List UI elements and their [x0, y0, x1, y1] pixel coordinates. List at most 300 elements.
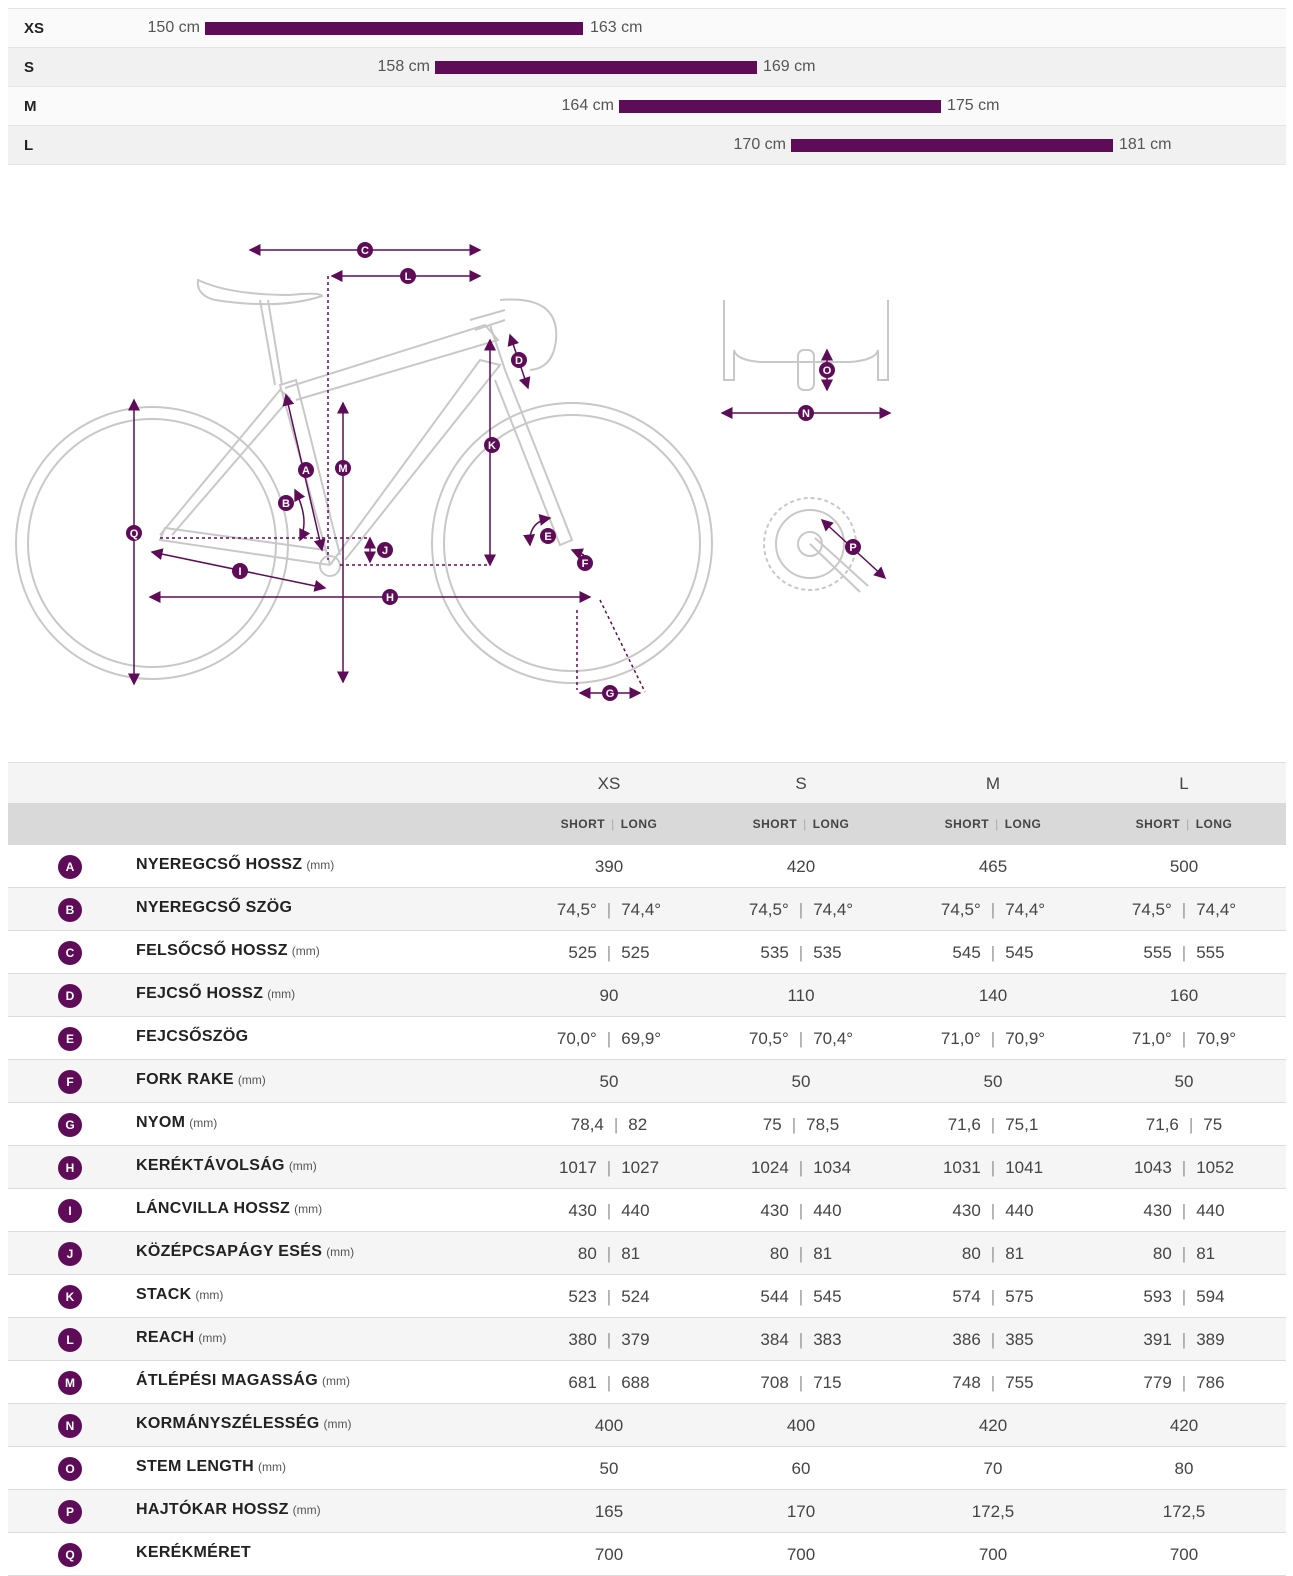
letter-badge: H — [58, 1156, 82, 1180]
value-separator: | — [606, 1287, 612, 1306]
measurement-label: FORK RAKE — [136, 1071, 234, 1088]
svg-text:K: K — [488, 440, 496, 452]
short-value: 391 — [1143, 1330, 1172, 1349]
svg-text:G: G — [605, 688, 615, 700]
value-cell — [514, 1545, 704, 1565]
diagram-badge-m — [335, 460, 351, 476]
short-value: 574 — [952, 1287, 981, 1306]
measurement-name — [136, 1028, 252, 1046]
value-cell — [706, 1502, 896, 1522]
short-value: 71,0° — [940, 1029, 981, 1048]
short-value: 75 — [762, 1115, 782, 1134]
long-value: 1052 — [1196, 1158, 1235, 1177]
letter-badge: N — [58, 1414, 82, 1438]
value: 50 — [983, 1072, 1003, 1091]
value-cell — [706, 1287, 896, 1307]
measurement-label: KÖZÉPCSAPÁGY ESÉS — [136, 1243, 323, 1260]
svg-text:F: F — [581, 558, 589, 570]
measurement-name — [136, 1157, 317, 1175]
value-separator: | — [613, 1115, 619, 1134]
long-value: 524 — [621, 1287, 650, 1306]
letter-badge: G — [58, 1113, 82, 1137]
long-value: 379 — [621, 1330, 650, 1349]
value-cell — [1089, 1459, 1279, 1479]
value-separator: | — [1181, 1330, 1187, 1349]
value: 420 — [786, 857, 816, 876]
size-header: XS — [597, 774, 621, 793]
value-separator: | — [606, 900, 612, 919]
long-value: 82 — [628, 1115, 648, 1134]
value-separator: | — [606, 1029, 612, 1048]
diagram-badge-f — [577, 555, 593, 571]
measurement-label: STEM LENGTH — [136, 1458, 254, 1475]
value-cell — [706, 1201, 896, 1221]
long-value: 715 — [813, 1373, 842, 1392]
table-row — [8, 931, 1286, 974]
value-cell — [514, 1029, 704, 1049]
long-value: 555 — [1196, 943, 1225, 962]
value-separator: | — [798, 1201, 804, 1220]
value-separator: | — [1181, 1029, 1187, 1048]
table-row — [8, 1060, 1286, 1103]
value-separator: | — [1181, 943, 1187, 962]
value: 160 — [1169, 986, 1199, 1005]
value-separator: | — [798, 1244, 804, 1263]
measurement-label: FEJCSŐ HOSSZ — [136, 985, 264, 1002]
value-cell — [514, 1330, 704, 1350]
measurement-name — [136, 1415, 351, 1433]
short-value: 681 — [568, 1373, 597, 1392]
value: 80 — [1174, 1459, 1194, 1478]
short-value: 71,6 — [1145, 1115, 1179, 1134]
measurement-unit: (mm) — [291, 944, 320, 958]
size-label: L — [24, 137, 34, 154]
long-value: 440 — [813, 1201, 842, 1220]
value: 400 — [786, 1416, 816, 1435]
range-min: 158 cm — [377, 58, 430, 75]
value-cell — [514, 1502, 704, 1522]
value-cell — [706, 900, 896, 920]
long-label: LONG — [1195, 817, 1233, 831]
diagram-badge-g — [602, 685, 618, 701]
long-value: 525 — [621, 943, 650, 962]
value: 400 — [594, 1416, 624, 1435]
bike-outline — [16, 280, 712, 683]
value-cell — [706, 1029, 896, 1049]
value: 50 — [599, 1072, 619, 1091]
short-value: 71,0° — [1131, 1029, 1172, 1048]
table-row — [8, 1318, 1286, 1361]
value-cell — [514, 1072, 704, 1092]
measurement-name — [136, 856, 334, 874]
long-label: LONG — [1004, 817, 1042, 831]
size-range-row-s — [8, 47, 1286, 86]
range-bar — [791, 139, 1113, 152]
value-cell — [514, 1287, 704, 1307]
value-cell — [706, 943, 896, 963]
short-value: 593 — [1143, 1287, 1172, 1306]
measurement-label: NYEREGCSŐ SZÖG — [136, 899, 293, 916]
value: 420 — [1169, 1416, 1199, 1435]
measurement-name — [136, 1243, 354, 1261]
short-value: 74,5° — [556, 900, 597, 919]
value-cell — [706, 1416, 896, 1436]
svg-text:L: L — [404, 271, 412, 283]
table-row — [8, 888, 1286, 931]
value-cell — [514, 1244, 704, 1264]
variant-header: SHORT | LONG — [1135, 817, 1233, 831]
letter-badge: B — [58, 898, 82, 922]
size-label: S — [24, 59, 35, 76]
measurement-unit: (mm) — [195, 1288, 224, 1302]
short-value: 384 — [760, 1330, 789, 1349]
measurement-name — [136, 1544, 255, 1562]
short-value: 748 — [952, 1373, 981, 1392]
short-value: 70,0° — [556, 1029, 597, 1048]
letter-badge: E — [58, 1027, 82, 1051]
value-cell — [706, 1545, 896, 1565]
letter-badge: P — [58, 1500, 82, 1524]
range-min: 164 cm — [561, 97, 614, 114]
measurement-label: HAJTÓKAR HOSSZ — [136, 1501, 289, 1518]
value-cell — [706, 857, 896, 877]
short-value: 80 — [1152, 1244, 1172, 1263]
value: 165 — [594, 1502, 624, 1521]
value-cell — [514, 943, 704, 963]
value: 140 — [978, 986, 1008, 1005]
measurement-label: FELSŐCSŐ HOSSZ — [136, 942, 288, 959]
measurement-unit: (mm) — [288, 1159, 317, 1173]
value-separator: | — [990, 1029, 996, 1048]
handlebar-outline — [724, 300, 888, 390]
svg-text:A: A — [302, 465, 310, 477]
letter-badge: C — [58, 941, 82, 965]
value-cell — [1089, 1029, 1279, 1049]
measurement-name — [136, 899, 296, 917]
range-max: 175 cm — [947, 97, 1000, 114]
size-range-row-xs — [8, 8, 1286, 47]
value-separator: | — [606, 1244, 612, 1263]
measurement-unit: (mm) — [267, 987, 296, 1001]
letter-badge: L — [58, 1328, 82, 1352]
value: 700 — [978, 1545, 1008, 1564]
range-min: 150 cm — [147, 19, 200, 36]
value-cell — [898, 1072, 1088, 1092]
long-value: 575 — [1005, 1287, 1034, 1306]
value-separator: | — [1181, 1287, 1187, 1306]
table-row — [8, 1146, 1286, 1189]
size-label: XS — [24, 20, 45, 37]
value-cell — [1089, 1287, 1279, 1307]
value: 70 — [983, 1459, 1003, 1478]
measurement-name — [136, 1286, 223, 1304]
long-value: 594 — [1196, 1287, 1225, 1306]
value-cell — [1089, 1115, 1279, 1135]
value-separator: | — [606, 1330, 612, 1349]
measurement-unit: (mm) — [292, 1503, 321, 1517]
short-label: SHORT — [560, 817, 606, 831]
value-cell — [1089, 1158, 1279, 1178]
measurement-label: NYOM — [136, 1114, 186, 1131]
long-value: 78,5 — [806, 1115, 840, 1134]
value-separator: | — [798, 1158, 804, 1177]
value-cell — [898, 1416, 1088, 1436]
svg-text:M: M — [338, 463, 348, 475]
long-value: 688 — [621, 1373, 650, 1392]
value: 700 — [594, 1545, 624, 1564]
long-value: 1034 — [813, 1158, 852, 1177]
value-cell — [898, 1502, 1088, 1522]
value-separator: | — [990, 1373, 996, 1392]
value: 465 — [978, 857, 1008, 876]
value-cell — [898, 1158, 1088, 1178]
short-value: 80 — [961, 1244, 981, 1263]
diagram-badge-c — [357, 242, 373, 258]
value-cell — [898, 986, 1088, 1006]
table-row — [8, 1275, 1286, 1318]
long-value: 535 — [813, 943, 842, 962]
value-separator: | — [1181, 1244, 1187, 1263]
value-cell — [898, 1287, 1088, 1307]
value-cell — [706, 1459, 896, 1479]
measurement-name — [136, 1458, 286, 1476]
value-cell — [514, 900, 704, 920]
measurement-label: REACH — [136, 1329, 195, 1346]
value: 50 — [1174, 1072, 1194, 1091]
svg-text:J: J — [381, 545, 389, 557]
diagram-badge-n — [798, 405, 814, 421]
short-value: 74,5° — [940, 900, 981, 919]
table-row — [8, 1361, 1286, 1404]
value-separator: | — [1181, 900, 1187, 919]
value-separator: | — [798, 1029, 804, 1048]
range-bar — [435, 61, 757, 74]
size-range-chart — [8, 8, 1286, 165]
long-value: 81 — [1005, 1244, 1025, 1263]
letter-badge: K — [58, 1285, 82, 1309]
short-value: 1017 — [558, 1158, 597, 1177]
measurement-name — [136, 985, 295, 1003]
short-value: 74,5° — [1131, 900, 1172, 919]
value-separator: | — [990, 1115, 996, 1134]
table-row — [8, 1017, 1286, 1060]
long-value: 440 — [621, 1201, 650, 1220]
measurement-name — [136, 1372, 350, 1390]
value-cell — [1089, 1330, 1279, 1350]
value-cell — [1089, 900, 1279, 920]
letter-badge: O — [58, 1457, 82, 1481]
value: 60 — [791, 1459, 811, 1478]
value-separator: | — [1188, 1115, 1194, 1134]
short-value: 380 — [568, 1330, 597, 1349]
value-cell — [514, 857, 704, 877]
svg-text:D: D — [515, 355, 523, 367]
measurement-label: LÁNCVILLA HOSSZ — [136, 1200, 291, 1217]
diagram-badge-k — [484, 437, 500, 453]
bike-geometry-drawing — [0, 200, 1293, 720]
geometry-diagram — [0, 200, 1293, 720]
value-separator: | — [791, 1115, 797, 1134]
letter-badge: Q — [58, 1543, 82, 1567]
long-value: 383 — [813, 1330, 842, 1349]
diagram-badge-e — [540, 528, 556, 544]
value-cell — [1089, 1244, 1279, 1264]
variant-header: SHORT | LONG — [944, 817, 1042, 831]
long-value: 74,4° — [621, 900, 662, 919]
short-value: 386 — [952, 1330, 981, 1349]
value-cell — [514, 1416, 704, 1436]
value-cell — [1089, 857, 1279, 877]
svg-text:C: C — [361, 245, 369, 257]
svg-text:N: N — [802, 408, 810, 420]
short-value: 1043 — [1133, 1158, 1172, 1177]
long-value: 440 — [1005, 1201, 1034, 1220]
long-label: LONG — [620, 817, 658, 831]
measurement-label: KERÉKMÉRET — [136, 1544, 252, 1561]
value: 700 — [1169, 1545, 1199, 1564]
measurement-name — [136, 942, 320, 960]
value-separator: | — [1181, 1158, 1187, 1177]
svg-text:I: I — [238, 566, 242, 578]
diagram-badge-d — [511, 352, 527, 368]
value-cell — [1089, 1373, 1279, 1393]
diagram-badge-i — [232, 563, 248, 579]
value-cell — [514, 1158, 704, 1178]
short-value: 544 — [760, 1287, 789, 1306]
table-row — [8, 845, 1286, 888]
geometry-table — [8, 762, 1286, 1576]
value-cell — [1089, 1545, 1279, 1565]
long-value: 545 — [1005, 943, 1034, 962]
value-separator: | — [1181, 1201, 1187, 1220]
short-value: 545 — [952, 943, 981, 962]
value-separator: | — [798, 900, 804, 919]
short-value: 1031 — [942, 1158, 981, 1177]
table-row — [8, 1103, 1286, 1146]
range-bar — [619, 100, 941, 113]
value-separator: | — [606, 1201, 612, 1220]
table-variant-header — [8, 803, 1286, 845]
range-max: 169 cm — [763, 58, 816, 75]
measurement-label: FEJCSŐSZÖG — [136, 1028, 249, 1045]
range-max: 163 cm — [590, 19, 643, 36]
value-separator: | — [606, 1373, 612, 1392]
value-cell — [706, 1330, 896, 1350]
measurement-label: KERÉKTÁVOLSÁG — [136, 1157, 285, 1174]
value-cell — [514, 1459, 704, 1479]
table-body — [8, 845, 1286, 1576]
short-value: 523 — [568, 1287, 597, 1306]
value-cell — [1089, 943, 1279, 963]
variant-header: SHORT | LONG — [752, 817, 850, 831]
value-cell — [1089, 1502, 1279, 1522]
long-value: 70,4° — [813, 1029, 854, 1048]
svg-text:Q: Q — [129, 528, 139, 540]
short-value: 430 — [760, 1201, 789, 1220]
long-value: 545 — [813, 1287, 842, 1306]
range-bar — [205, 22, 583, 35]
measurement-name — [136, 1071, 266, 1089]
size-header: M — [985, 774, 1001, 793]
measurement-label: NYEREGCSŐ HOSSZ — [136, 856, 303, 873]
short-value: 555 — [1143, 943, 1172, 962]
value-separator: | — [990, 900, 996, 919]
table-row — [8, 1232, 1286, 1275]
value-cell — [1089, 1416, 1279, 1436]
value-separator: | — [606, 1158, 612, 1177]
long-value: 1027 — [621, 1158, 660, 1177]
table-row — [8, 1404, 1286, 1447]
diagram-badge-a — [298, 462, 314, 478]
size-range-row-l — [8, 125, 1286, 165]
value-separator: | — [798, 1287, 804, 1306]
measurement-unit: (mm) — [322, 1374, 350, 1388]
long-value: 70,9° — [1196, 1029, 1237, 1048]
long-value: 440 — [1196, 1201, 1225, 1220]
value: 172,5 — [1162, 1502, 1206, 1521]
long-value: 81 — [621, 1244, 641, 1263]
table-row — [8, 1490, 1286, 1533]
svg-text:O: O — [822, 365, 832, 377]
long-value: 75,1 — [1005, 1115, 1039, 1134]
long-value: 786 — [1196, 1373, 1225, 1392]
letter-badge: A — [58, 855, 82, 879]
value-separator: | — [990, 1158, 996, 1177]
diagram-badge-o — [819, 362, 835, 378]
value-cell — [898, 1115, 1088, 1135]
diagram-badge-q — [126, 525, 142, 541]
measurement-label: ÁTLÉPÉSI MAGASSÁG — [136, 1372, 319, 1389]
value-cell — [514, 1373, 704, 1393]
value: 50 — [599, 1459, 619, 1478]
short-value: 430 — [952, 1201, 981, 1220]
value-cell — [898, 1029, 1088, 1049]
value-separator: | — [1181, 1373, 1187, 1392]
long-value: 1041 — [1005, 1158, 1044, 1177]
value-cell — [1089, 1201, 1279, 1221]
long-label: LONG — [812, 817, 850, 831]
diagram-badge-p — [845, 539, 861, 555]
size-header: L — [1179, 774, 1189, 793]
long-value: 81 — [813, 1244, 833, 1263]
letter-badge: I — [58, 1199, 82, 1223]
letter-badge: M — [58, 1371, 82, 1395]
value-cell — [706, 1115, 896, 1135]
diagram-badge-h — [382, 589, 398, 605]
value-cell — [898, 1545, 1088, 1565]
short-value: 1024 — [750, 1158, 789, 1177]
value-separator: | — [798, 943, 804, 962]
long-value: 69,9° — [621, 1029, 662, 1048]
variant-header: SHORT | LONG — [560, 817, 658, 831]
size-label: M — [24, 98, 37, 115]
svg-text:E: E — [544, 531, 552, 543]
table-row — [8, 1447, 1286, 1490]
value: 90 — [599, 986, 619, 1005]
value-cell — [1089, 1072, 1279, 1092]
value-separator: | — [990, 1287, 996, 1306]
short-value: 779 — [1143, 1373, 1172, 1392]
short-label: SHORT — [944, 817, 990, 831]
value-cell — [514, 986, 704, 1006]
value-cell — [514, 1115, 704, 1135]
svg-text:H: H — [386, 592, 394, 604]
value-cell — [898, 943, 1088, 963]
dimension-lines — [134, 250, 890, 693]
value: 50 — [791, 1072, 811, 1091]
value-cell — [898, 857, 1088, 877]
letter-badge: F — [58, 1070, 82, 1094]
